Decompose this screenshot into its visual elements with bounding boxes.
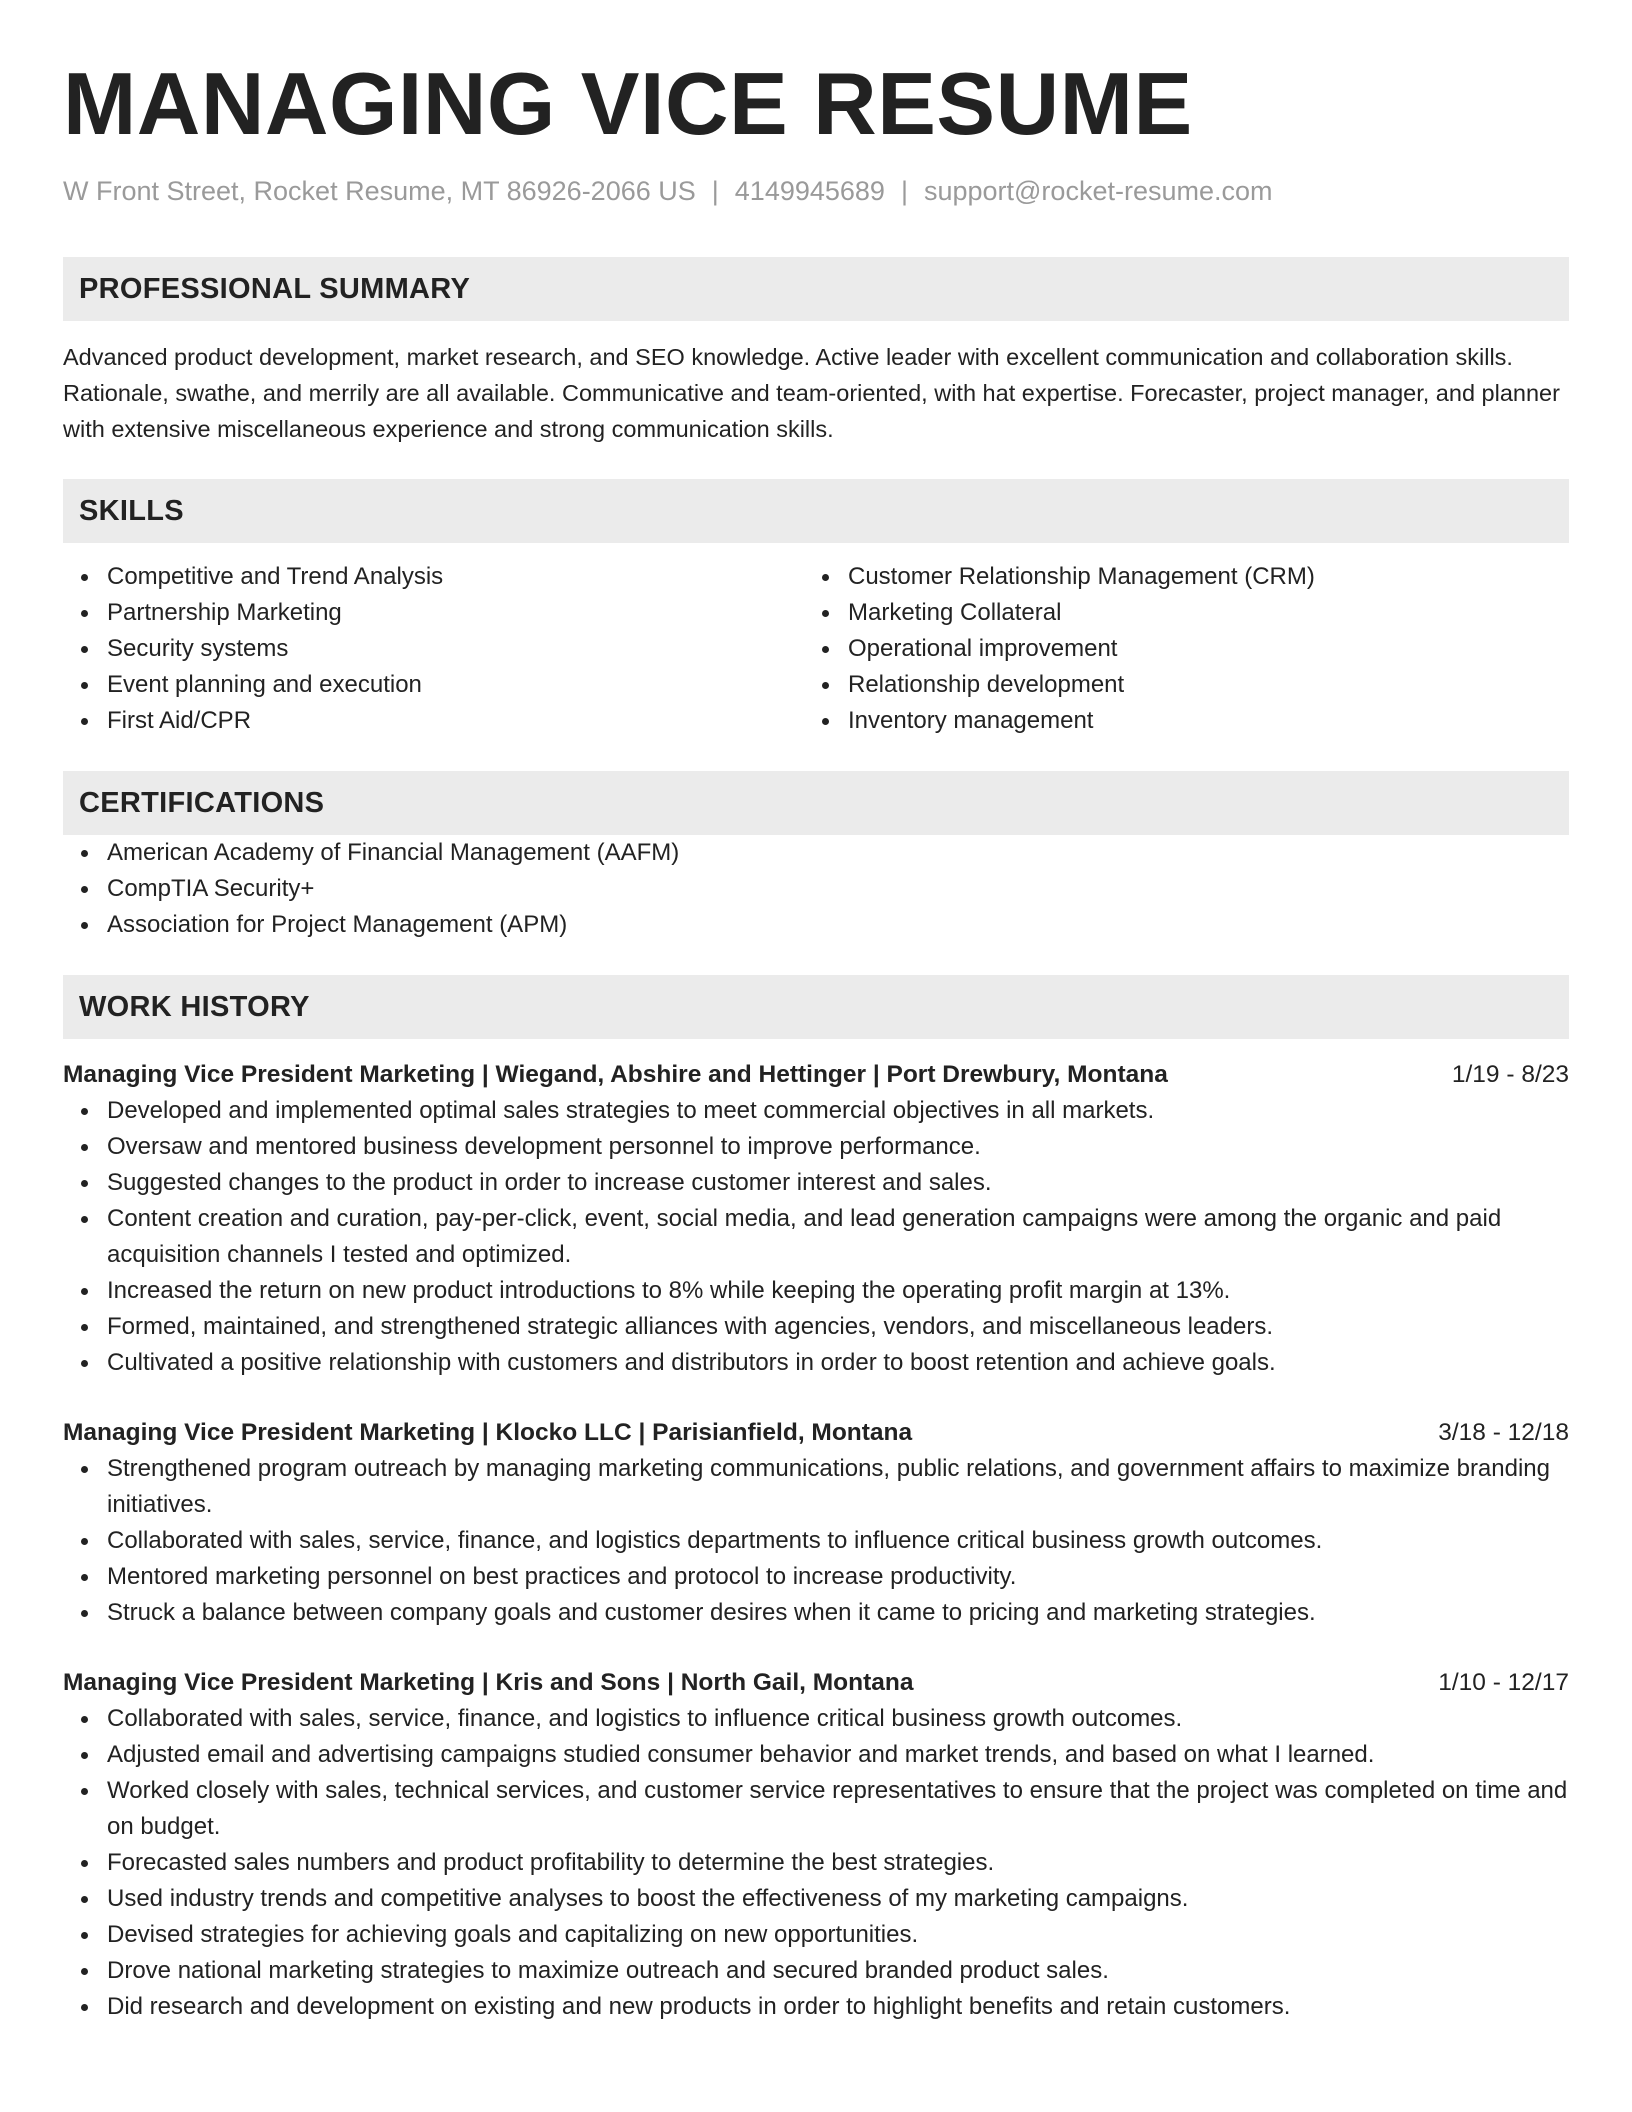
skills-column-right: [804, 559, 1545, 739]
skill-item: Competitive and Trend Analysis: [63, 559, 804, 595]
job-dates: 3/18 - 12/18: [1438, 1419, 1569, 1446]
job-dates: 1/19 - 8/23: [1451, 1061, 1569, 1088]
skills-list-left: [63, 559, 804, 739]
job-bullet: Oversaw and mentored business development personnel to improve performance.: [63, 1129, 1569, 1165]
skill-item: Customer Relationship Management (CRM): [804, 559, 1545, 595]
certification-item: American Academy of Financial Management (AAFM): [63, 835, 1569, 871]
skill-item: First Aid/CPR: [63, 703, 804, 739]
contact-separator: |: [711, 176, 719, 206]
job-bullet-list: [63, 1451, 1569, 1631]
job-bullet-list: [63, 1701, 1569, 2025]
skills-grid: [63, 559, 1569, 739]
skill-item: Security systems: [63, 631, 804, 667]
job-bullet: Mentored marketing personnel on best practices and protocol to increase productivity.: [63, 1559, 1569, 1595]
skill-item: Partnership Marketing: [63, 595, 804, 631]
job-bullet: Collaborated with sales, service, finance, and logistics to influence critical business growth outcomes.: [63, 1701, 1569, 1737]
certifications-heading: CERTIFICATIONS: [63, 771, 1569, 835]
job-bullet: Increased the return on new product introductions to 8% while keeping the operating profit margin at 13%.: [63, 1273, 1569, 1309]
contact-email: support@rocket-resume.com: [923, 176, 1273, 206]
job-bullet: Suggested changes to the product in order to increase customer interest and sales.: [63, 1165, 1569, 1201]
skill-item: Event planning and execution: [63, 667, 804, 703]
job-bullet-list: [63, 1093, 1569, 1381]
contact-phone: 4149945689: [734, 176, 885, 206]
job-bullet: Formed, maintained, and strengthened strategic alliances with agencies, vendors, and miscellaneous leaders.: [63, 1309, 1569, 1345]
skills-heading: SKILLS: [63, 479, 1569, 543]
contact-separator: |: [900, 176, 908, 206]
summary-heading: PROFESSIONAL SUMMARY: [63, 257, 1569, 321]
certification-item: CompTIA Security+: [63, 871, 1569, 907]
job-bullet: Drove national marketing strategies to maximize outreach and secured branded product sales.: [63, 1953, 1569, 1989]
work-history-heading: WORK HISTORY: [63, 975, 1569, 1039]
job-bullet: Cultivated a positive relationship with customers and distributors in order to boost retention and achieve goals.: [63, 1345, 1569, 1381]
contact-address: W Front Street, Rocket Resume, MT 86926-2066 US: [63, 176, 696, 206]
job-dates: 1/10 - 12/17: [1438, 1669, 1569, 1696]
certification-item: Association for Project Management (APM): [63, 907, 1569, 943]
job-bullet: Worked closely with sales, technical services, and customer service representatives to ensure that the project was completed on time and on budget.: [63, 1773, 1569, 1845]
job-bullet: Devised strategies for achieving goals and capitalizing on new opportunities.: [63, 1917, 1569, 1953]
job-title: Managing Vice President Marketing | Wiegand, Abshire and Hettinger | Port Drewbury, Montana: [63, 1061, 1168, 1088]
job-title: Managing Vice President Marketing | Kris and Sons | North Gail, Montana: [63, 1669, 914, 1696]
skill-item: Operational improvement: [804, 631, 1545, 667]
job-entry: [63, 1665, 1569, 2025]
job-bullet: Developed and implemented optimal sales strategies to meet commercial objectives in all markets.: [63, 1093, 1569, 1129]
job-title-row: [63, 1057, 1569, 1093]
job-entry: [63, 1415, 1569, 1631]
job-bullet: Did research and development on existing and new products in order to highlight benefits and retain customers.: [63, 1989, 1569, 2025]
skill-item: Inventory management: [804, 703, 1545, 739]
job-bullet: Collaborated with sales, service, finance, and logistics departments to influence critical business growth outcomes.: [63, 1523, 1569, 1559]
job-title-row: [63, 1665, 1569, 1701]
job-entry: [63, 1057, 1569, 1381]
job-bullet: Used industry trends and competitive analyses to boost the effectiveness of my marketing campaigns.: [63, 1881, 1569, 1917]
job-bullet: Strengthened program outreach by managing marketing communications, public relations, and government affairs to maximize branding initiatives.: [63, 1451, 1569, 1523]
job-bullet: Adjusted email and advertising campaigns studied consumer behavior and market trends, and based on what I learned.: [63, 1737, 1569, 1773]
skills-column-left: [63, 559, 804, 739]
job-title-row: [63, 1415, 1569, 1451]
job-bullet: Content creation and curation, pay-per-click, event, social media, and lead generation campaigns were among the organic and paid acquisition channels I tested and optimized.: [63, 1201, 1569, 1273]
skill-item: Relationship development: [804, 667, 1545, 703]
skill-item: Marketing Collateral: [804, 595, 1545, 631]
summary-text: Advanced product development, market research, and SEO knowledge. Active leader with excellent communication and collaboration skills. Rationale, swathe, and merrily are all available. Communicative and team-oriented, with hat expertise. Forecaster, project manager, and planner with extensive miscellaneous experience and strong communication skills.: [63, 344, 1560, 442]
job-title: Managing Vice President Marketing | Klocko LLC | Parisianfield, Montana: [63, 1419, 913, 1446]
certifications-list: [63, 835, 1569, 943]
job-bullet: Forecasted sales numbers and product profitability to determine the best strategies.: [63, 1845, 1569, 1881]
job-bullet: Struck a balance between company goals and customer desires when it came to pricing and marketing strategies.: [63, 1595, 1569, 1631]
contact-line: [63, 174, 1569, 208]
skills-list-right: [804, 559, 1545, 739]
resume-title: MANAGING VICE RESUME: [63, 54, 1193, 153]
